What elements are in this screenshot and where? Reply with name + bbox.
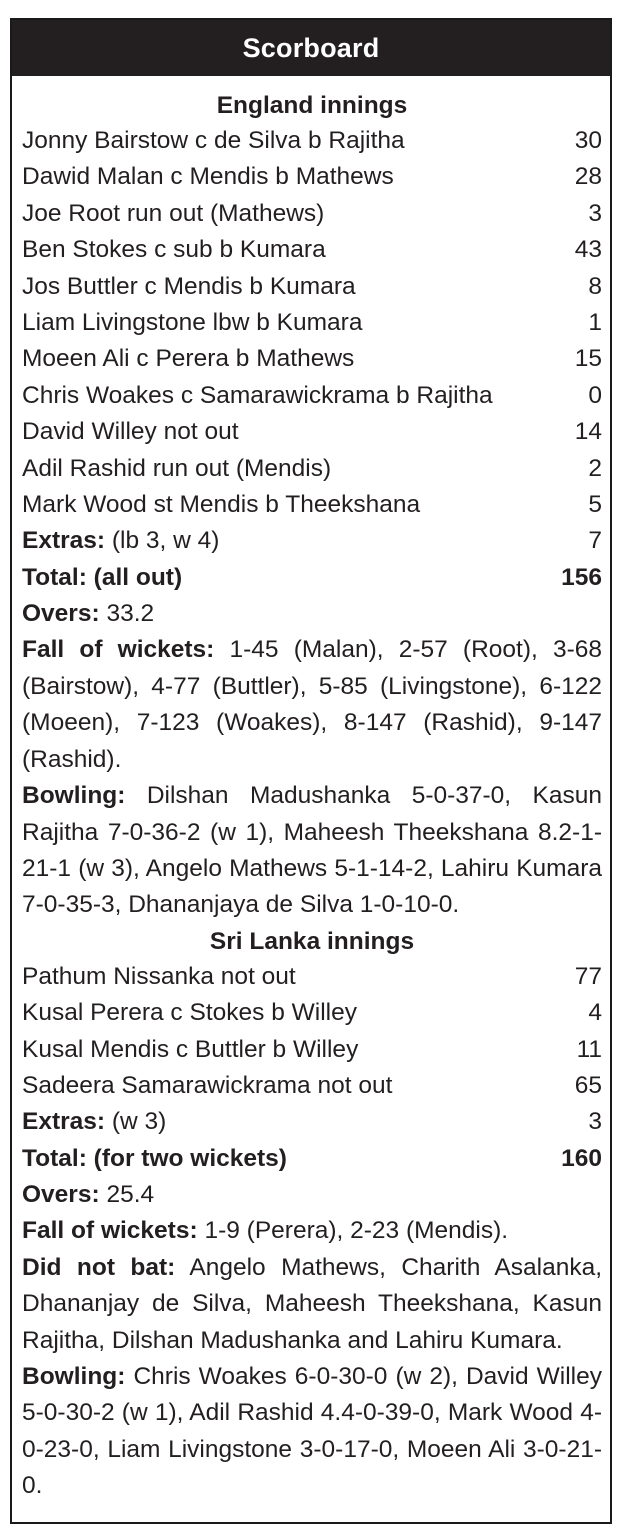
batter-runs: 28 <box>574 163 602 191</box>
england-extras-row <box>22 523 602 559</box>
batting-row <box>22 196 602 232</box>
overs-label: Overs: <box>22 1181 100 1209</box>
batting-row <box>22 1032 602 1068</box>
fow-text: 1-45 (Malan), 2-57 (Root), 3-68 (Bairstow), 4-77 (Buttler), 5-85 (Livingstone), 6-122 (Moeen), 7-123 (Woakes), 8-147 (Rashid), 9-147 (Rashid). <box>22 636 602 773</box>
batter-name: Kusal Perera c Stokes b Willey <box>22 999 357 1027</box>
srilanka-batting-list <box>22 959 602 1105</box>
england-innings-heading: England innings <box>216 92 408 119</box>
batter-name: Chris Woakes c Samarawickrama b Rajitha <box>22 381 493 409</box>
batter-runs: 4 <box>588 999 602 1027</box>
batting-row <box>22 378 602 414</box>
srilanka-innings-heading: Sri Lanka innings <box>209 927 415 955</box>
batter-runs: 3 <box>588 199 602 227</box>
batting-row <box>22 451 602 487</box>
dnb-label: Did not bat: <box>22 1253 176 1281</box>
srilanka-extras-row <box>22 1104 602 1140</box>
extras-detail: (lb 3, w 4) <box>105 527 220 555</box>
batter-runs: 1 <box>588 308 602 336</box>
total-runs: 156 <box>561 563 602 591</box>
bowling-text: Dilshan Madushanka 5-0-37-0, Kasun Rajitha 7-0-36-2 (w 1), Maheesh Theekshana 8.2-1-21-1 (w 3), Angelo Mathews 5-1-14-2, Lahiru Kumara 7-0-35-3, Dhananjaya de Silva 1-0-10-0. <box>22 782 602 919</box>
extras-label: Extras: <box>22 527 106 555</box>
batter-name: Moeen Ali c Perera b Mathews <box>22 345 355 373</box>
batter-runs: 15 <box>574 345 602 373</box>
extras-runs: 3 <box>588 1108 602 1136</box>
extras-label: Extras: <box>22 1108 106 1136</box>
batter-runs: 8 <box>588 272 602 300</box>
srilanka-bowling <box>22 1359 602 1505</box>
total-runs: 160 <box>561 1144 602 1172</box>
batting-row <box>22 305 602 341</box>
batter-runs: 77 <box>574 962 602 990</box>
batter-runs: 2 <box>588 454 602 482</box>
batter-name: Mark Wood st Mendis b Theekshana <box>22 490 421 518</box>
srilanka-overs <box>22 1177 602 1213</box>
batting-row <box>22 959 602 995</box>
batting-row <box>22 123 602 159</box>
batter-name: Pathum Nissanka not out <box>22 962 296 990</box>
batter-runs: 43 <box>574 236 602 264</box>
batting-row <box>22 487 602 523</box>
overs-value: 25.4 <box>99 1181 155 1209</box>
batting-row <box>22 995 602 1031</box>
total-label: Total: (all out) <box>22 563 183 591</box>
england-bowling <box>22 778 602 924</box>
batting-row <box>22 414 602 450</box>
batter-name: Kusal Mendis c Buttler b Willey <box>22 1035 359 1063</box>
scoreboard-content <box>12 76 610 1505</box>
england-total-row <box>22 560 602 596</box>
batter-name: David Willey not out <box>22 418 239 446</box>
batter-name: Jonny Bairstow c de Silva b Rajitha <box>22 127 405 154</box>
fow-label: Fall of wickets: <box>22 1217 198 1245</box>
batter-name: Sadeera Samarawickrama not out <box>22 1071 393 1099</box>
batting-row <box>22 232 602 268</box>
overs-value: 33.2 <box>99 600 155 628</box>
batter-runs: 14 <box>574 418 602 446</box>
batter-runs: 0 <box>588 381 602 409</box>
batting-row <box>22 1068 602 1104</box>
batter-runs: 65 <box>574 1071 602 1099</box>
srilanka-fall-of-wickets <box>22 1213 602 1249</box>
batter-name: Liam Livingstone lbw b Kumara <box>22 308 363 336</box>
extras-text <box>22 1104 166 1140</box>
batting-row <box>22 341 602 377</box>
extras-detail: (w 3) <box>105 1108 167 1136</box>
bowling-label: Bowling: <box>22 1363 126 1391</box>
overs-label: Overs: <box>22 600 100 628</box>
srilanka-did-not-bat <box>22 1250 602 1359</box>
batter-name: Ben Stokes c sub b Kumara <box>22 236 326 264</box>
scoreboard-frame <box>10 18 612 1524</box>
batting-row <box>22 159 602 195</box>
batter-runs: 5 <box>588 490 602 518</box>
batter-runs: 30 <box>574 127 602 154</box>
dnb-text: Angelo Mathews, Charith Asalanka, Dhananjay de Silva, Maheesh Theekshana, Kasun Rajitha, Dilshan Madushanka and Lahiru Kumara. <box>22 1253 602 1354</box>
extras-text <box>22 523 219 559</box>
batter-name: Joe Root run out (Mathews) <box>22 199 325 227</box>
bowling-text: Chris Woakes 6-0-30-0 (w 2), David Willey 5-0-30-2 (w 1), Adil Rashid 4.4-0-39-0, Mark Wood 4-0-23-0, Liam Livingstone 3-0-17-0, Moeen Ali 3-0-21-0. <box>22 1363 602 1500</box>
batter-runs: 11 <box>576 1035 602 1063</box>
total-label: Total: (for two wickets) <box>22 1144 287 1172</box>
batter-name: Jos Buttler c Mendis b Kumara <box>22 272 356 300</box>
bowling-label: Bowling: <box>22 782 126 810</box>
srilanka-total-row <box>22 1141 602 1177</box>
fow-label: Fall of wickets: <box>22 636 215 664</box>
fow-text: 1-9 (Perera), 2-23 (Mendis). <box>197 1217 509 1245</box>
england-fall-of-wickets <box>22 632 602 778</box>
extras-runs: 7 <box>588 527 602 555</box>
england-batting-list <box>22 123 602 523</box>
batter-name: Adil Rashid run out (Mendis) <box>22 454 332 482</box>
batting-row <box>22 269 602 305</box>
batter-name: Dawid Malan c Mendis b Mathews <box>22 163 394 191</box>
scoreboard-title: Scorboard <box>12 20 610 76</box>
england-overs <box>22 596 602 632</box>
